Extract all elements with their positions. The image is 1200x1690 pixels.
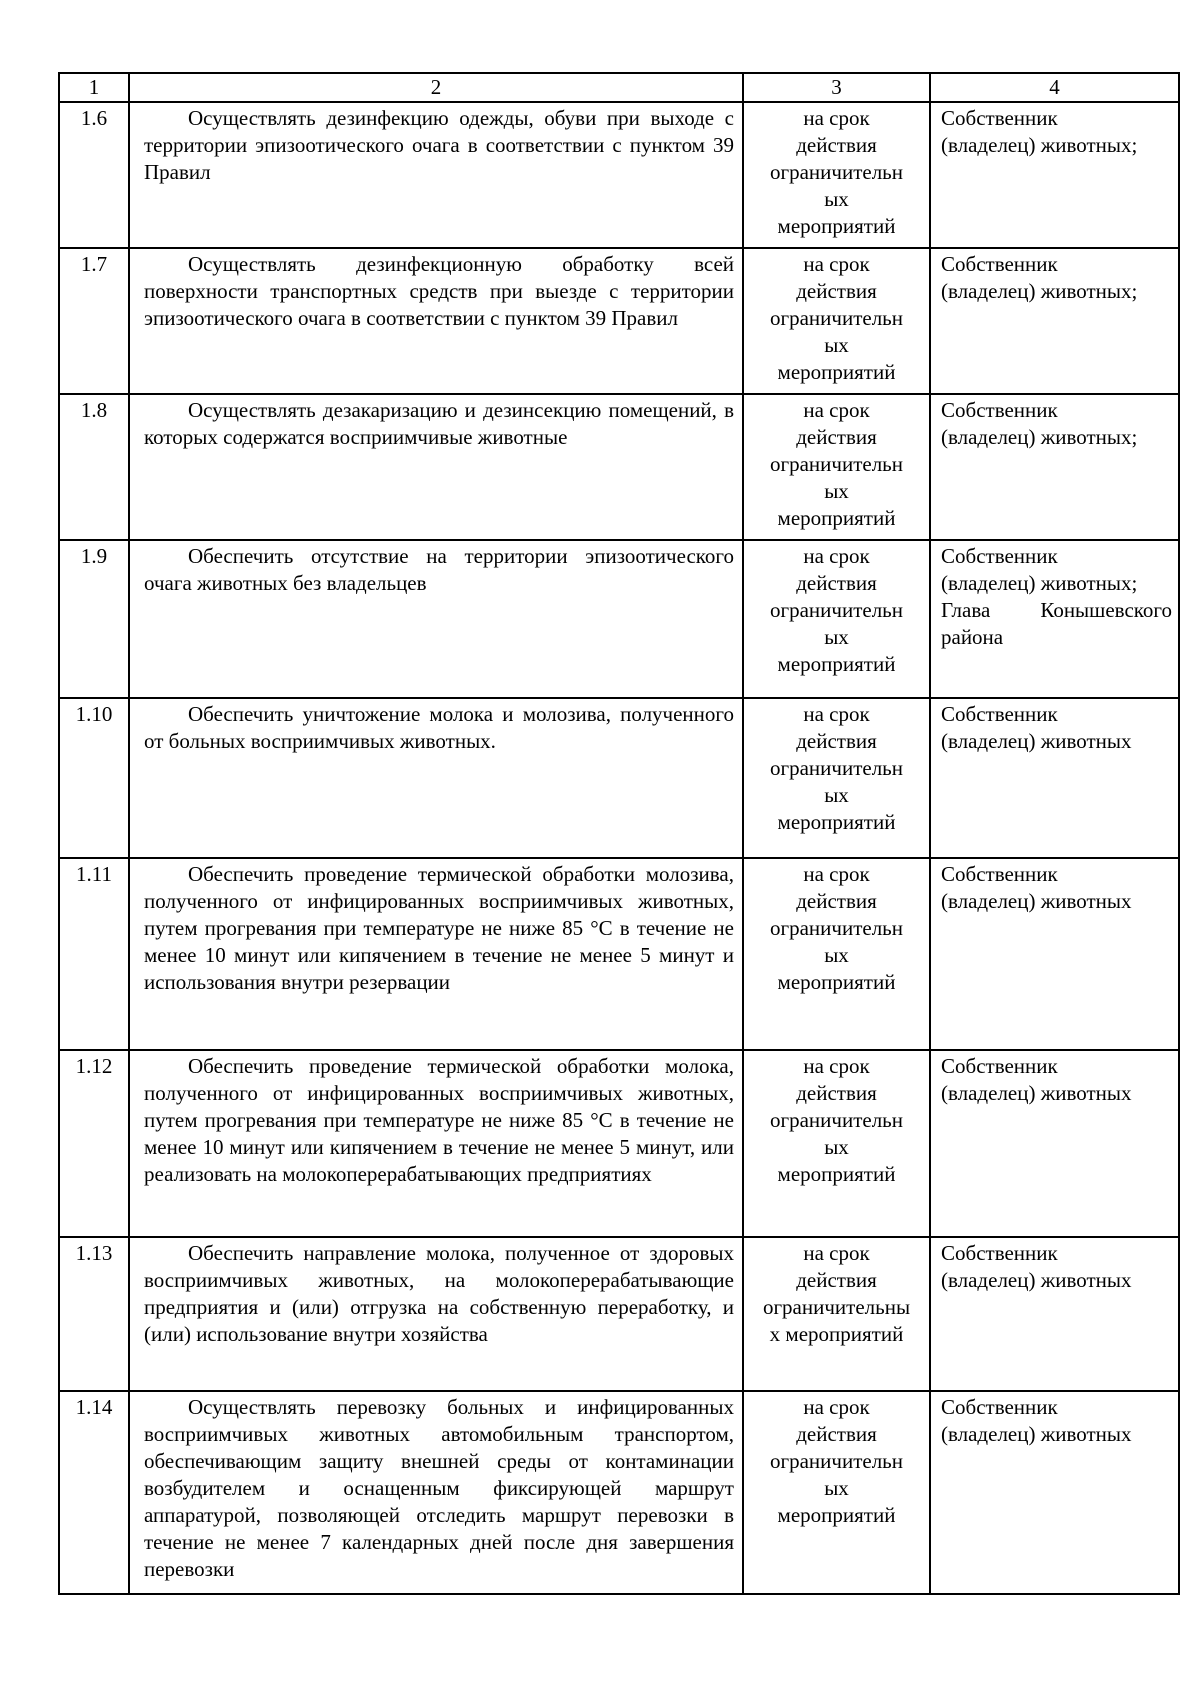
term-line: ограничительн [769,1449,903,1473]
term-line: ограничительн [769,756,903,780]
term-line: действия [796,889,877,913]
term-line: ограничительн [769,160,903,184]
measure-text: Обеспечить отсутствие на территории эпизоотического очага животных без владельцев [144,544,734,595]
term-line: на срок [803,702,870,726]
term-line: на срок [803,106,870,130]
term-line: на срок [803,1241,870,1265]
responsible-line: Собственник [941,1395,1058,1419]
row-number: 1.13 [59,1237,129,1391]
term-line: ых [824,1135,849,1159]
responsible-line: (владелец) животных [941,1268,1132,1292]
row-responsible [930,540,1179,698]
row-number: 1.12 [59,1050,129,1237]
row-term [743,1391,930,1594]
table-row [59,1050,1179,1237]
measures-table [58,72,1180,1595]
term-line: ых [824,333,849,357]
table-row [59,698,1179,858]
row-number: 1.8 [59,394,129,540]
row-number: 1.10 [59,698,129,858]
measure-text: Осуществлять дезинфекционную обработку всей поверхности транспортных средств при выезде с территории эпизоотического очага в соответствии с пунктом 39 Правил [144,252,734,330]
term-line: действия [796,1422,877,1446]
term-line: ых [824,479,849,503]
row-number: 1.7 [59,248,129,394]
responsible-line: Собственник [941,862,1058,886]
responsible-line: (владелец) животных [941,729,1132,753]
term-line: мероприятий [777,1162,896,1186]
responsible-line: (владелец) животных; [941,425,1138,449]
term-line: на срок [803,1054,870,1078]
responsible-line: Собственник [941,1241,1058,1265]
term-line: мероприятий [777,970,896,994]
table-row [59,102,1179,248]
term-line: действия [796,133,877,157]
row-term [743,394,930,540]
row-measure [129,1050,743,1237]
table-row [59,1237,1179,1391]
row-measure [129,1391,743,1594]
term-line: ых [824,943,849,967]
table-header-row [59,73,1179,102]
row-responsible [930,102,1179,248]
header-col-2: 2 [129,73,743,102]
term-line: на срок [803,862,870,886]
measure-text: Осуществлять дезинфекцию одежды, обуви при выходе с территории эпизоотического очага в соответствии с пунктом 39 Правил [144,106,734,184]
table-row [59,540,1179,698]
term-line: на срок [803,398,870,422]
row-number: 1.11 [59,858,129,1050]
row-term [743,540,930,698]
responsible-line: (владелец) животных [941,1422,1132,1446]
row-responsible [930,1391,1179,1594]
table-row [59,394,1179,540]
responsible-line: Собственник [941,544,1058,568]
measure-text: Обеспечить проведение термической обработки молока, полученного от инфицированных восприимчивых животных, путем прогревания при температуре не ниже 85 °С в течение не менее 10 минут или кипячением в течение не менее 5 минут, или реализовать на молокоперерабатывающих предприятиях [144,1054,734,1186]
measure-text: Осуществлять перевозку больных и инфицированных восприимчивых животных автомобильным транспортом, обеспечивающим защиту внешней среды от контаминации возбудителем и оснащенным фиксирующей маршрут аппаратурой, позволяющей отследить маршрут перевозки в течение не менее 7 календарных дней после дня завершения перевозки [144,1395,734,1581]
term-line: на срок [803,252,870,276]
term-line: мероприятий [777,360,896,384]
term-line: ограничительн [769,306,903,330]
row-term [743,1237,930,1391]
responsible-line: (владелец) животных; [941,279,1138,303]
header-col-4: 4 [930,73,1179,102]
row-number: 1.14 [59,1391,129,1594]
row-term [743,1050,930,1237]
term-line: ых [824,783,849,807]
row-measure [129,1237,743,1391]
row-measure [129,698,743,858]
responsible-line: района [941,625,1004,649]
row-term [743,248,930,394]
header-col-1: 1 [59,73,129,102]
term-line: мероприятий [777,214,896,238]
row-measure [129,102,743,248]
row-measure [129,540,743,698]
table-row [59,858,1179,1050]
table-row [59,248,1179,394]
term-line: на срок [803,1395,870,1419]
term-line: ых [824,625,849,649]
measure-text: Обеспечить уничтожение молока и молозива, полученного от больных восприимчивых животных. [144,702,734,753]
row-responsible [930,858,1179,1050]
term-line: действия [796,571,877,595]
row-measure [129,248,743,394]
term-line: ограничительн [769,452,903,476]
term-line: действия [796,1081,877,1105]
responsible-line: Собственник [941,252,1058,276]
responsible-line: (владелец) животных; [941,571,1138,595]
term-line: ых [824,1476,849,1500]
row-responsible [930,248,1179,394]
term-line: мероприятий [777,652,896,676]
term-line: действия [796,1268,877,1292]
responsible-line: Собственник [941,1054,1058,1078]
row-term [743,858,930,1050]
row-term [743,102,930,248]
term-line: мероприятий [777,1503,896,1527]
row-number: 1.6 [59,102,129,248]
term-line: действия [796,729,877,753]
term-line: действия [796,425,877,449]
responsible-line: Собственник [941,702,1058,726]
term-line: х мероприятий [769,1322,904,1346]
measure-text: Осуществлять дезакаризацию и дезинсекцию помещений, в которых содержатся восприимчивые животные [144,398,734,449]
responsible-line: (владелец) животных [941,889,1132,913]
term-line: действия [796,279,877,303]
row-measure [129,394,743,540]
measure-text: Обеспечить проведение термической обработки молозива, полученного от инфицированных восприимчивых животных, путем прогревания при температуре не ниже 85 °С в течение не менее 10 минут или кипячением в течение не менее 5 минут и использования внутри резервации [144,862,734,994]
term-line: на срок [803,544,870,568]
term-line: ограничительн [769,1108,903,1132]
responsible-line: Собственник [941,106,1058,130]
responsible-line: Глава Конышевского [941,598,1172,622]
row-responsible [930,394,1179,540]
row-number: 1.9 [59,540,129,698]
responsible-line: Собственник [941,398,1058,422]
row-responsible [930,698,1179,858]
row-responsible [930,1237,1179,1391]
term-line: ограничительн [769,916,903,940]
row-measure [129,858,743,1050]
table-row [59,1391,1179,1594]
term-line: ограничительн [769,598,903,622]
row-responsible [930,1050,1179,1237]
term-line: ых [824,187,849,211]
responsible-line: (владелец) животных; [941,133,1138,157]
responsible-line: (владелец) животных [941,1081,1132,1105]
term-line: мероприятий [777,506,896,530]
header-col-3: 3 [743,73,930,102]
term-line: мероприятий [777,810,896,834]
term-line: ограничительны [762,1295,911,1319]
measure-text: Обеспечить направление молока, полученное от здоровых восприимчивых животных, на молокоперерабатывающие предприятия и (или) отгрузка на собственную переработку, и (или) использование внутри хозяйства [144,1241,734,1346]
row-term [743,698,930,858]
